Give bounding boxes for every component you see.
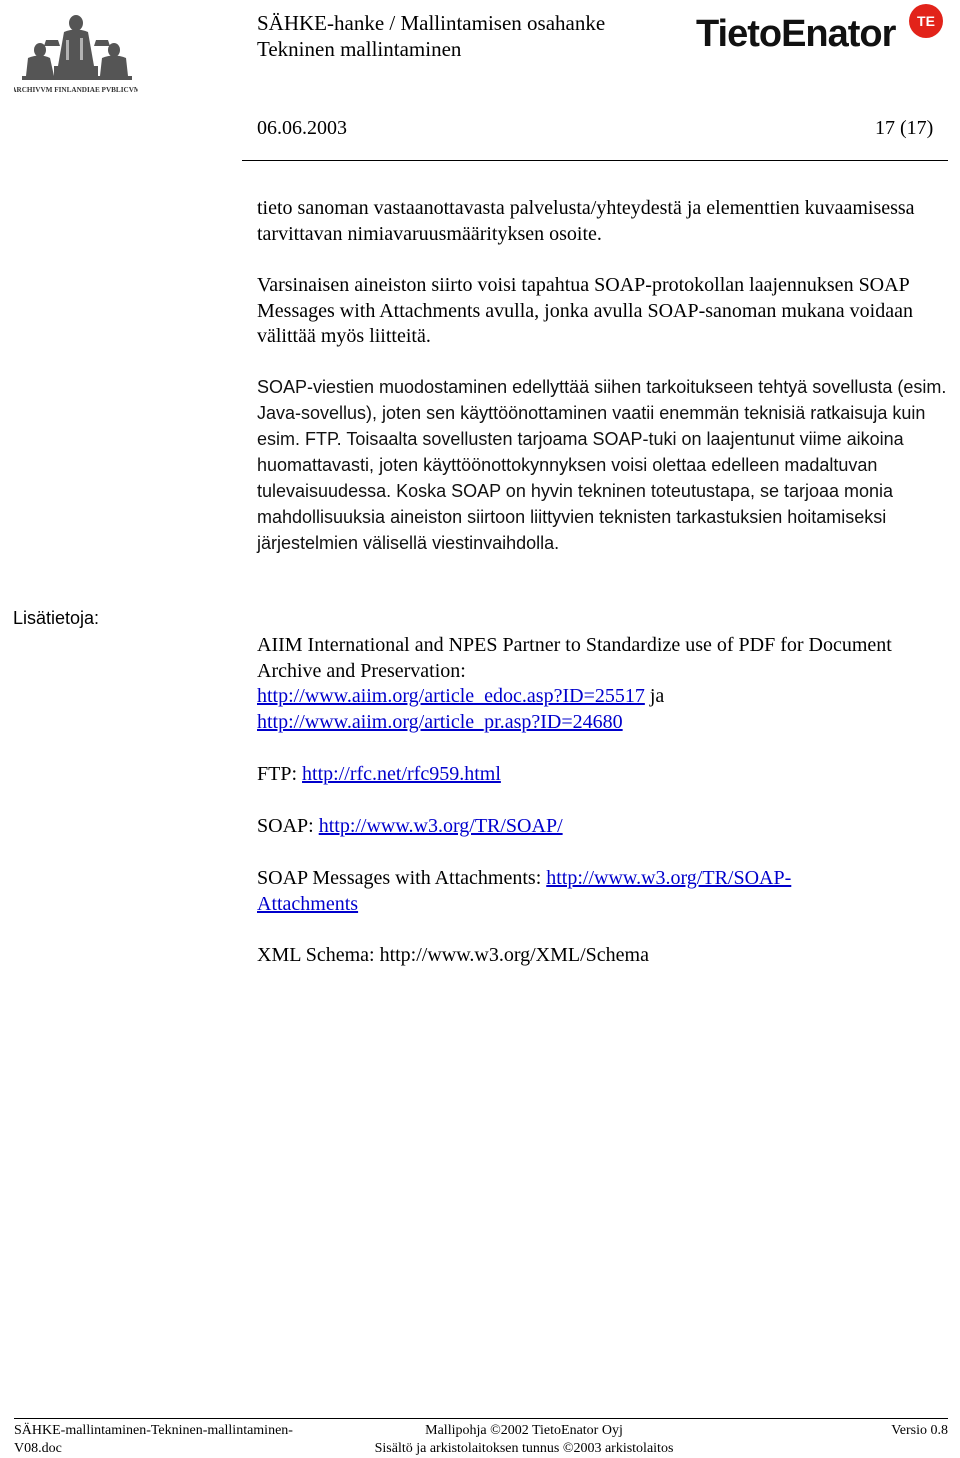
swa-label: SOAP Messages with Attachments:	[257, 867, 542, 889]
document-header-title	[257, 10, 605, 62]
soap-label: SOAP:	[257, 815, 314, 837]
page-number: 17 (17)	[875, 117, 934, 139]
archive-emblem-icon	[14, 10, 138, 96]
para3-text: SOAP-viestien muodostaminen edellyttää siihen tarkoitukseen tehtyä sovellusta (esim. Java-sovellus), joten sen käyttöönottaminen vaatii enemmän teknisiä ratkaisuja kuin esim. FTP. Toisaalta sovellusten tarjoama SOAP-tuki on laajentunut viime aikoina huomattavasti, joten käyttöönottokynnyksen voisi olettaa edelleen madaltuvan tulevaisuudessa. Koska SOAP on hyvin tekninen toteutustapa, se tarjoaa monia mahdollisuuksia aineiston siirtoon liittyvien teknisten tarkastuksien hoitamiseksi järjestelmien välisellä viestinvaihdolla.	[257, 377, 947, 553]
header-title-line1: SÄHKE-hanke / Mallintamisen osahanke	[257, 11, 606, 35]
brand-name: TietoEnator	[696, 13, 896, 55]
ftp-label: FTP:	[257, 763, 298, 785]
aiim-text: AIIM International and NPES Partner to Standardize use of PDF for Document Archive and Preservation:	[257, 634, 892, 682]
logo-caption: ARCHIVVM FINLANDIAE PVBLICVM	[14, 86, 138, 94]
footer-copyright: Sisältö ja arkistolaitoksen tunnus ©2003 arkistolaitos	[374, 1441, 674, 1456]
reference-soap-attachments	[257, 866, 947, 917]
reference-soap	[257, 814, 947, 840]
further-info-label: Lisätietoja:	[13, 608, 100, 628]
paragraph-soap-attachments	[257, 273, 947, 350]
soap-link[interactable]: http://www.w3.org/TR/SOAP/	[318, 815, 563, 837]
paragraph-namespace	[257, 196, 947, 247]
header-divider	[242, 160, 948, 161]
reference-ftp	[257, 762, 947, 788]
footer-version: Versio 0.8	[891, 1423, 948, 1438]
te-badge-icon: TE	[909, 4, 943, 38]
header-title-line2: Tekninen mallintaminen	[257, 37, 462, 61]
footer-filename-line1: SÄHKE-mallintaminen-Tekninen-mallintaminen-	[14, 1423, 293, 1438]
footer-filename	[14, 1422, 293, 1458]
aiim-joiner: ja	[649, 685, 665, 707]
footer-center	[344, 1422, 704, 1458]
xml-schema-text: XML Schema: http://www.w3.org/XML/Schema	[257, 944, 649, 966]
aiim-link-edoc[interactable]: http://www.aiim.org/article_edoc.asp?ID=25517	[257, 685, 645, 707]
reference-xml-schema	[257, 943, 947, 969]
aiim-link-pr[interactable]: http://www.aiim.org/article_pr.asp?ID=24680	[257, 710, 623, 733]
swa-link-part1[interactable]: http://www.w3.org/TR/SOAP-	[546, 867, 792, 889]
para1-text: tieto sanoman vastaanottavasta palvelusta/yhteydestä ja elementtien kuvaamisessa tarvittavan nimiavaruusmäärityksen osoite.	[257, 197, 915, 245]
archive-logo	[14, 10, 138, 96]
document-date: 06.06.2003	[257, 117, 347, 139]
paragraph-soap-messages	[257, 374, 947, 556]
para2-text: Varsinaisen aineiston siirto voisi tapahtua SOAP-protokollan laajennuksen SOAP Messages with Attachments avulla, jonka avulla SOAP-sanoman mukana voidaan välittää myös liitteitä.	[257, 274, 913, 347]
footer-template: Mallipohja ©2002 TietoEnator Oyj	[425, 1423, 623, 1438]
footer-divider	[14, 1418, 948, 1419]
reference-aiim	[257, 633, 947, 735]
footer-filename-line2: V08.doc	[14, 1441, 62, 1456]
tietoenator-logo	[696, 4, 948, 60]
swa-link-part2[interactable]: Attachments	[257, 892, 359, 915]
ftp-link[interactable]: http://rfc.net/rfc959.html	[302, 763, 501, 785]
